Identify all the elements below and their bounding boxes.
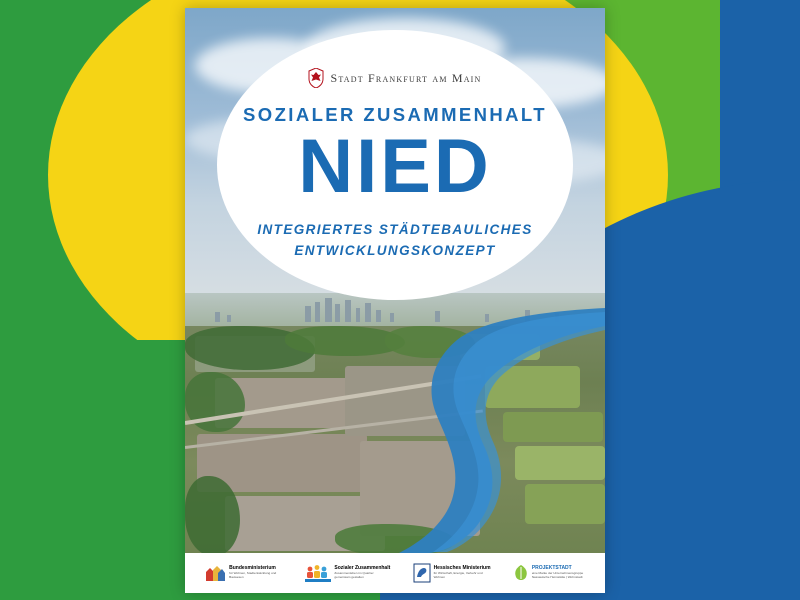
houses-icon [204,563,226,583]
logo-caption: Zusammenleben im Quartier gemeinsam gestalten [334,570,374,579]
projektstadt-logo [513,564,586,582]
logo-caption: eine Marke der Unternehmensgruppe Nassauische Heimstätte | Wohnstadt [531,570,584,579]
logo-title: Sozialer Zusammenhalt [334,565,391,572]
river-main [185,308,605,553]
city-crest-label: Stadt Frankfurt am Main [330,70,482,85]
cover-subline-line-1: INTEGRIERTES STÄDTEBAULICHES [257,222,533,238]
bundesministerium-wohnen-logo [204,563,283,583]
sozialer-zusammenhalt-logo [305,563,390,583]
community-people-icon [305,563,331,583]
leaf-house-icon [513,564,529,582]
land-hessen-logo [413,563,491,583]
logo-title: Bundesministerium [229,565,276,572]
cover-title-block [185,68,605,261]
hessen-lion-icon [413,563,431,583]
frankfurt-eagle-crest-icon [308,68,324,88]
logo-caption: für Wohnen, Stadtentwicklung und Bauwesen [229,570,277,579]
cover-headline: NIED [298,124,492,209]
logo-caption: für Wirtschaft, Energie, Verkehr und Wohnen [433,570,483,579]
logo-title: PROJEKTSTADT [531,565,572,572]
city-crest [185,68,605,88]
cover-photo [185,8,605,553]
cover-kicker: SOZIALER ZUSAMMENHALT [243,104,547,125]
footer-logo-bar [185,553,605,593]
document-cover [185,8,605,593]
logo-title: Hessisches Ministerium [433,565,491,572]
cover-subline-line-2: ENTWICKLUNGSKONZEPT [294,242,496,258]
